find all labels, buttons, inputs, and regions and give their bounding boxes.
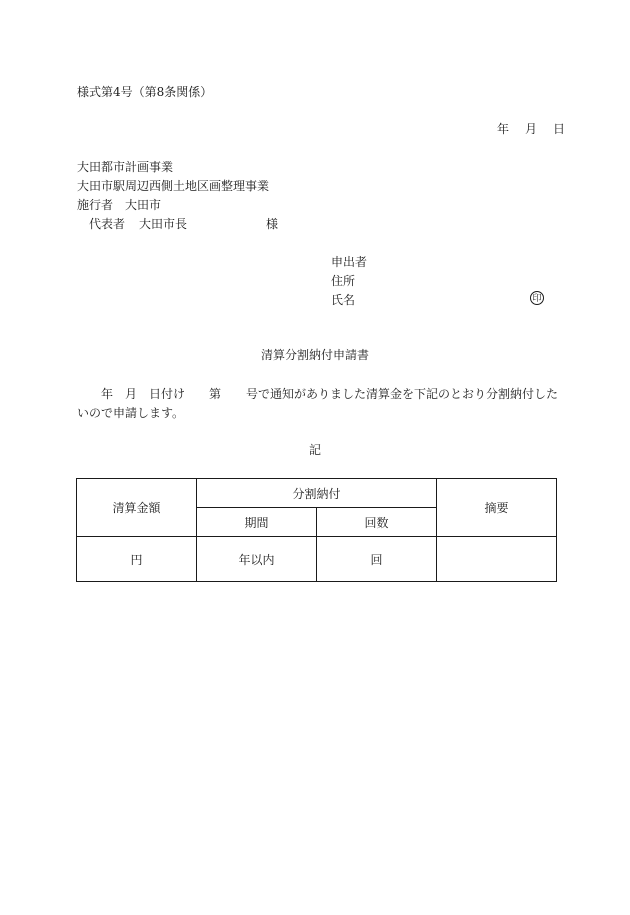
applicant-label: 申出者	[331, 255, 368, 269]
header-remarks: 摘要	[437, 479, 557, 537]
header-count: 回数	[317, 508, 437, 537]
representative-label: 代表者	[89, 217, 126, 231]
addressee-executor: 施行者 大田市	[77, 198, 162, 212]
seal-mark: 印	[530, 291, 544, 305]
body-line1	[77, 385, 557, 404]
body-line1-rest: 号で通知がありました清算金を下記のとおり分割納付した	[246, 387, 559, 401]
applicant-address-label: 住所	[331, 274, 356, 288]
addressee-project1: 大田都市計画事業	[77, 160, 174, 174]
header-period: 期間	[197, 508, 317, 537]
date-year: 年	[497, 122, 510, 136]
period-cell: 年以内	[197, 537, 317, 582]
body-line2: いので申請します。	[77, 406, 185, 420]
body-text	[77, 385, 557, 423]
count-cell: 回	[317, 537, 437, 582]
applicant-name-label: 氏名	[331, 293, 356, 307]
ki-label: 記	[308, 443, 321, 457]
date-month: 月	[525, 122, 538, 136]
date-line	[497, 122, 565, 136]
body-day-dated: 日付け	[149, 387, 186, 401]
header-amount: 清算金額	[77, 479, 197, 537]
addressee-representative	[89, 217, 279, 231]
header-installment: 分割納付	[197, 479, 437, 508]
remarks-cell	[437, 537, 557, 582]
body-number-prefix: 第	[209, 387, 222, 401]
installment-table	[76, 478, 557, 582]
addressee-project2: 大田市駅周辺西側土地区画整理事業	[77, 179, 270, 193]
amount-cell: 円	[77, 537, 197, 582]
form-number: 様式第4号（第8条関係）	[77, 85, 213, 99]
date-day: 日	[553, 122, 566, 136]
representative-name: 大田市長	[139, 217, 188, 231]
document-title: 清算分割納付申請書	[260, 348, 369, 362]
honorific: 様	[266, 217, 279, 231]
body-month: 月	[125, 387, 138, 401]
body-year: 年	[101, 387, 114, 401]
